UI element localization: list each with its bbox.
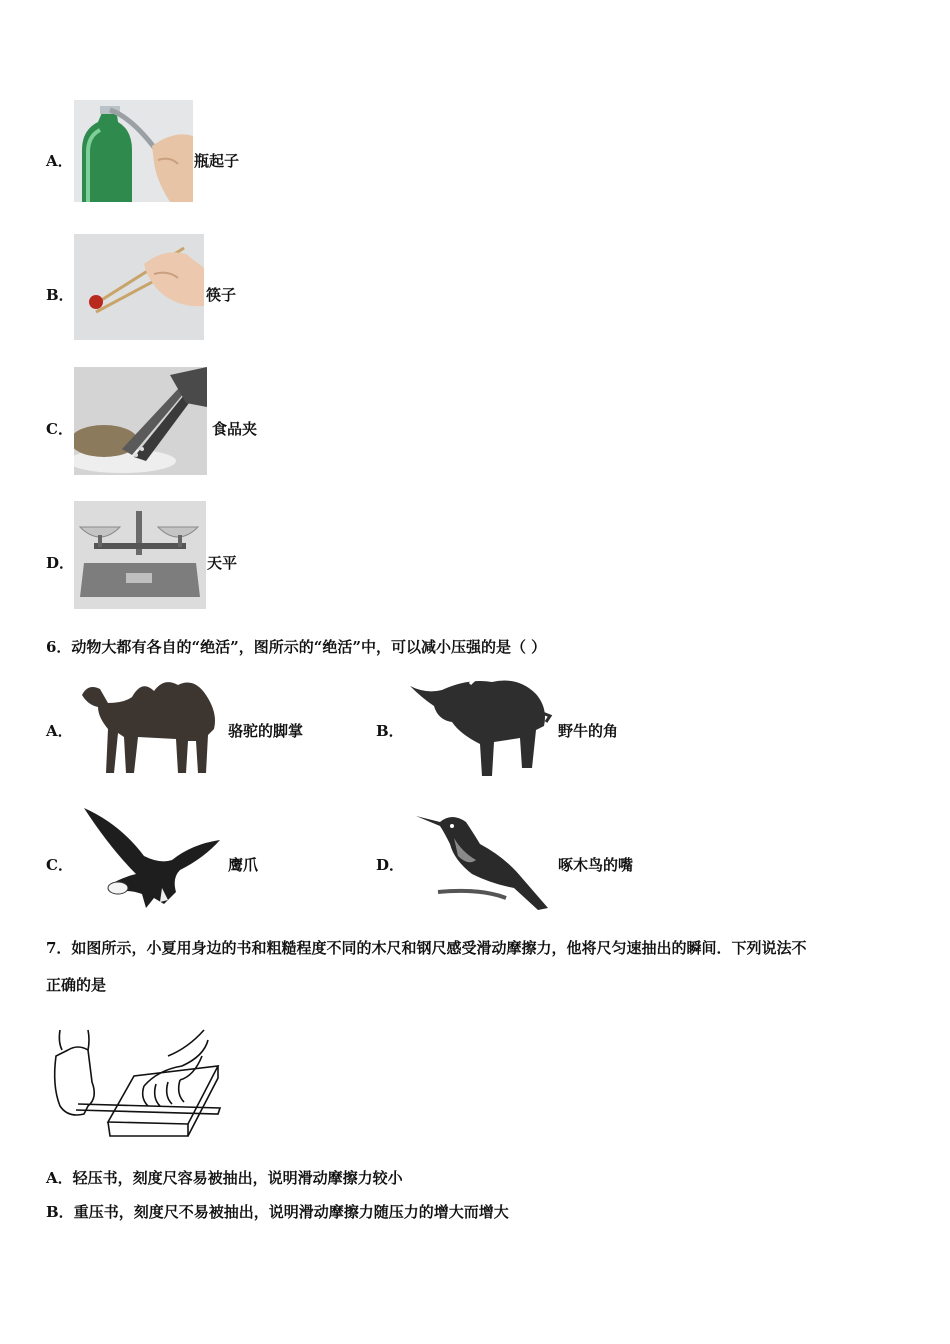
q7-stem-line1: 7．如图所示，小夏用身边的书和粗糙程度不同的木尺和钢尺感受滑动摩擦力，他将尺匀速抽出的瞬间．下列说法不 [46,939,807,957]
option-letter: A． [46,1169,73,1187]
option-letter: D． [376,856,405,874]
option-letter: C． [46,420,73,438]
option-letter: B． [376,722,404,740]
option-label: 骆驼的脚掌 [228,722,304,740]
woodpecker-picture [410,804,552,912]
camel-picture [78,673,223,779]
option-label: 啄木鸟的嘴 [558,856,634,874]
q7-option-a [46,1171,403,1186]
hand-pressing-book-ruler-drawing [48,1026,222,1138]
option-letter: B． [46,286,74,304]
q7-option-b [46,1205,509,1220]
balance-scale-photo [74,501,206,609]
q7-stem-line2: 正确的是 [46,976,107,994]
option-label: 鹰爪 [228,856,259,874]
option-label: 食品夹 [212,420,258,438]
option-label: 天平 [207,554,238,572]
bison-picture [408,672,553,780]
bottle-opener-photo [74,100,193,202]
option-letter: A． [46,152,73,170]
food-tongs-photo [74,367,207,475]
option-label: 瓶起子 [194,152,240,170]
option-text: 轻压书，刻度尺容易被抽出，说明滑动摩擦力较小 [72,1169,403,1187]
option-label: 筷子 [206,286,237,304]
option-letter: B． [46,1203,74,1221]
q6-stem: 6．动物大都有各自的“绝活”，图所示的“绝活”中，可以减小压强的是（ ） [46,638,547,656]
option-letter: C． [46,856,73,874]
option-label: 野牛的角 [558,722,619,740]
option-letter: D． [46,554,75,572]
option-text: 重压书，刻度尺不易被抽出，说明滑动摩擦力随压力的增大而增大 [73,1203,509,1221]
option-letter: A． [46,722,73,740]
chopsticks-photo [74,234,204,340]
eagle-picture [80,804,222,912]
